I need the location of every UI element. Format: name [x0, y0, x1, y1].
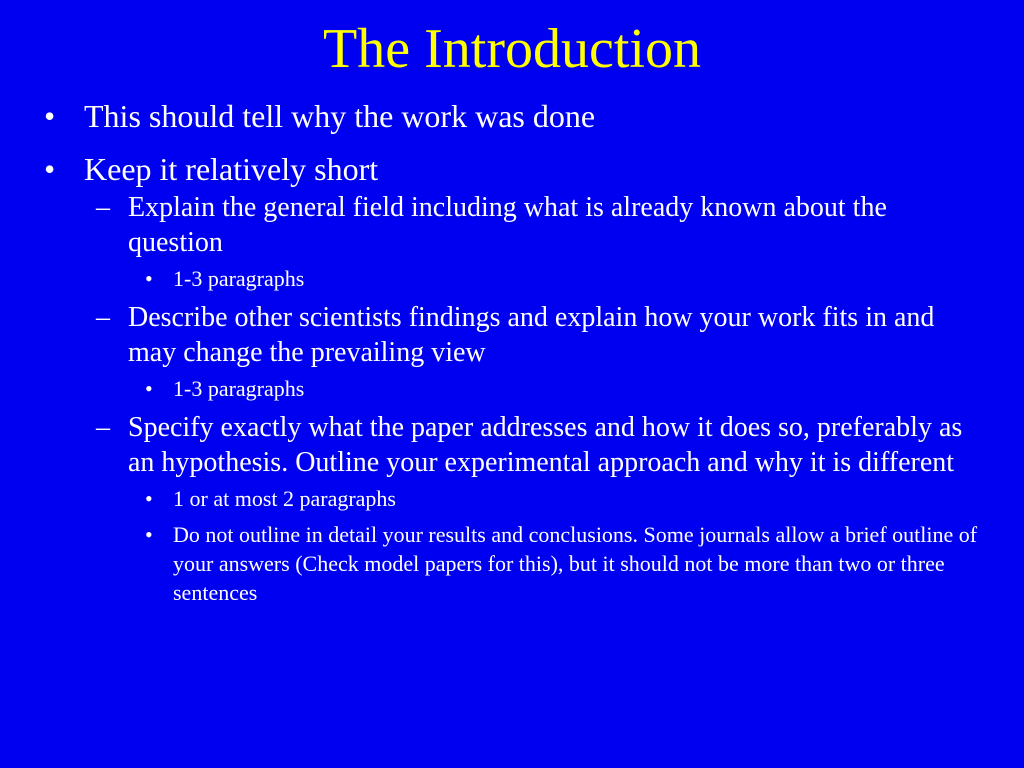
bullet-text: This should tell why the work was done	[84, 98, 596, 134]
dash-icon: –	[96, 302, 110, 333]
dash-text: Specify exactly what the paper addresses and how it does so, preferably as an hypothesis. Outline your experimental approach and why it is different	[128, 412, 963, 478]
slide-title: The Introduction	[323, 18, 701, 80]
sub-bullet-item	[0, 374, 1024, 404]
sub-bullet-item	[0, 520, 1024, 607]
dash-text: Describe other scientists findings and explain how your work fits in and may change the prevailing view	[128, 302, 935, 368]
sub-bullet-text: Do not outline in detail your results and conclusions. Some journals allow a brief outline of your answers (Check model papers for this), but it should not be more than two or three sentences	[173, 522, 978, 605]
bullet-icon: •	[44, 151, 56, 187]
sub-bullet-text: 1-3 paragraphs	[173, 376, 305, 401]
bullet-icon: •	[145, 486, 153, 511]
sub-bullet-item	[0, 264, 1024, 294]
bullet-item	[0, 98, 1024, 135]
bullet-icon: •	[145, 266, 153, 291]
sub-bullet-text: 1 or at most 2 paragraphs	[173, 486, 396, 511]
dash-icon: –	[96, 192, 110, 223]
bullet-item	[0, 151, 1024, 188]
slide-body	[0, 98, 1024, 613]
sub-bullet-text: 1-3 paragraphs	[173, 266, 305, 291]
dash-item	[0, 190, 1024, 260]
dash-item	[0, 300, 1024, 370]
dash-item	[0, 410, 1024, 480]
dash-icon: –	[96, 412, 110, 443]
bullet-icon: •	[145, 376, 153, 401]
bullet-icon: •	[44, 98, 56, 134]
dash-text: Explain the general field including what is already known about the question	[128, 192, 887, 258]
bullet-icon: •	[145, 522, 153, 547]
sub-bullet-item	[0, 484, 1024, 514]
bullet-text: Keep it relatively short	[84, 151, 379, 187]
